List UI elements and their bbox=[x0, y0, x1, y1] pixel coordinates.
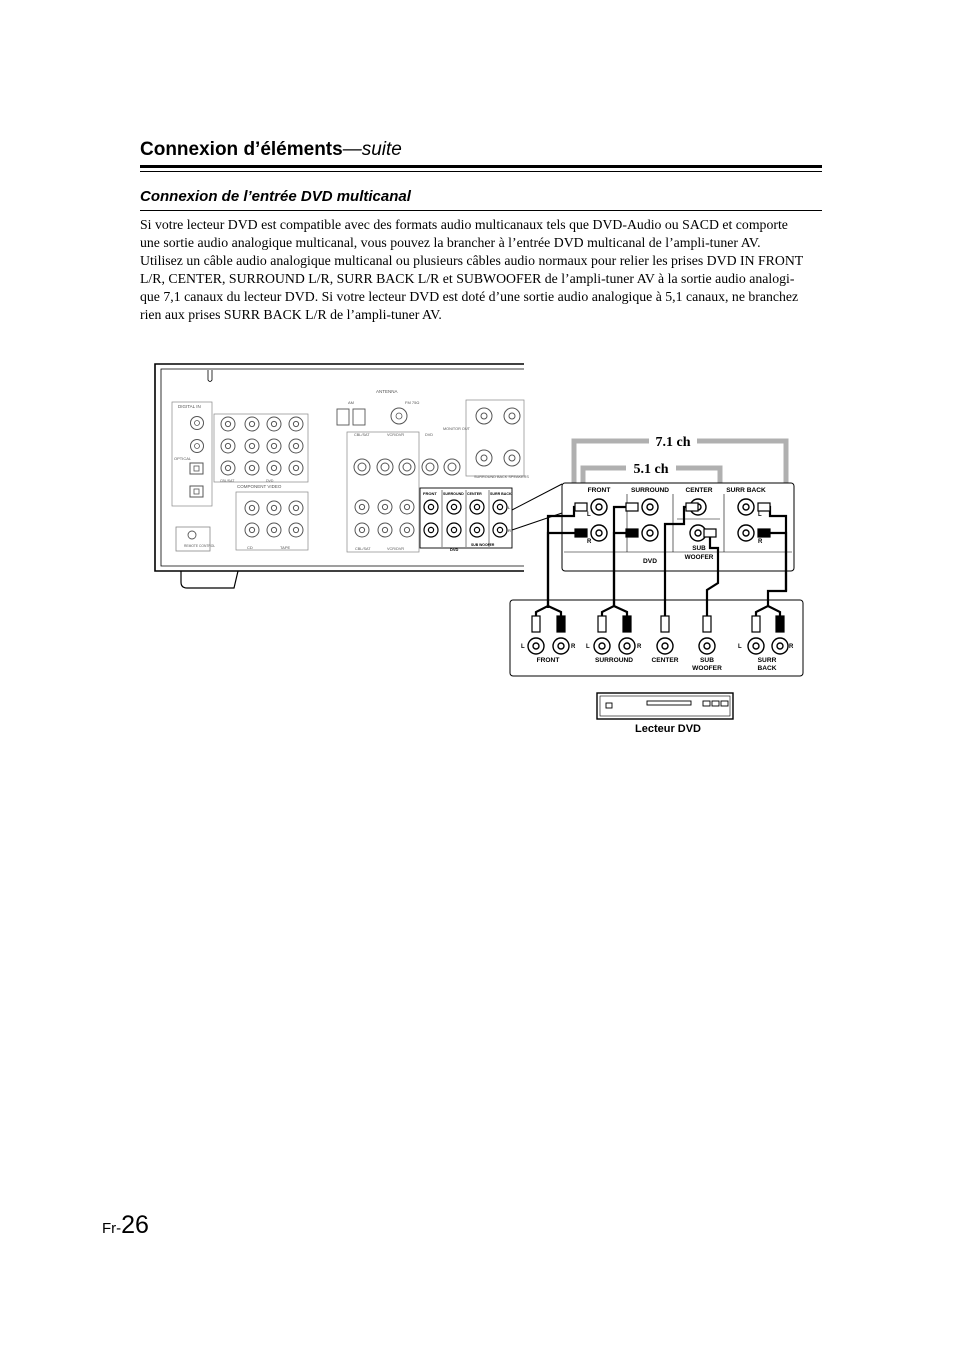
vcr-dvr-label: VCR/DVR bbox=[387, 433, 405, 437]
co-sb-l: L bbox=[758, 512, 762, 518]
body-line: rien aux prises SURR BACK L/R de l’ampli-tuner AV. bbox=[140, 307, 442, 322]
dvd-in-label: DVD bbox=[266, 479, 274, 483]
rx-center-label: CENTER bbox=[467, 492, 482, 496]
pl-front-label: FRONT bbox=[536, 657, 560, 664]
zoom-line-top bbox=[512, 484, 562, 510]
optical-label: OPTICAL bbox=[174, 456, 192, 461]
body-line: que 7,1 canaux du lecteur DVD. Si votre lecteur DVD est doté d’une sortie audio analogique à 5,1 canaux, ne branchez bbox=[140, 289, 799, 304]
surround-back-speakers-label: SURROUND BACK SPEAKERS bbox=[474, 475, 529, 479]
component-video-label: COMPONENT VIDEO bbox=[237, 484, 282, 489]
rx-sub-woofer-label: SUB WOOFER bbox=[471, 543, 495, 547]
am-label: AM bbox=[348, 400, 354, 405]
page-number-value: 26 bbox=[121, 1211, 149, 1239]
antenna-label: ANTENNA bbox=[376, 389, 398, 394]
rx-l-label: L bbox=[508, 505, 511, 510]
co-surround-label: SURROUND bbox=[630, 487, 670, 494]
cbl-sat-in-label: CBL/SAT bbox=[220, 479, 235, 483]
pl-back-label: BACK bbox=[757, 665, 777, 672]
dvd-player-label: Lecteur DVD bbox=[634, 723, 702, 735]
cd-label: CD bbox=[247, 545, 253, 550]
rx-surround-label: SURROUND bbox=[443, 492, 464, 496]
page-number bbox=[102, 1211, 149, 1240]
pl-sub-label: SUB bbox=[700, 657, 714, 664]
receiver-rear-panel bbox=[155, 364, 529, 588]
pl-front-l: L bbox=[521, 644, 525, 650]
pl-front-r: R bbox=[571, 644, 576, 650]
rx-dvd-label: DVD bbox=[450, 547, 459, 552]
label-7-1-ch: 7.1 ch bbox=[655, 435, 691, 450]
page-number-prefix: Fr- bbox=[102, 1220, 122, 1237]
header-suffix: —suite bbox=[342, 139, 402, 160]
fm-label: FM 75Ω bbox=[405, 400, 420, 405]
co-sub-label: SUB bbox=[692, 545, 706, 552]
pl-sb-l: L bbox=[738, 644, 742, 650]
dvd-player-icon bbox=[597, 693, 733, 719]
section-title: Connexion de l’entrée DVD multicanal bbox=[140, 188, 411, 205]
rx-surr-back-label: SURR BACK bbox=[490, 492, 512, 496]
label-5-1-ch: 5.1 ch bbox=[633, 462, 669, 477]
remote-control-label: REMOTE CONTROL bbox=[184, 544, 216, 548]
pl-surround-l: L bbox=[586, 644, 590, 650]
monitor-out-label: MONITOR OUT bbox=[443, 427, 470, 431]
vcr-dvr-audio-label: VCR/DVR bbox=[387, 547, 405, 551]
body-line: Utilisez un câble audio analogique multicanal ou plusieurs câbles audio normaux pour relier les prises DVD IN FRONT bbox=[140, 253, 804, 268]
pl-sb-r: R bbox=[789, 644, 794, 650]
co-dvd-label: DVD bbox=[643, 558, 657, 565]
co-front-label: FRONT bbox=[587, 487, 611, 494]
cbl-sat-audio-label: CBL/SAT bbox=[355, 547, 371, 551]
co-woofer-label: WOOFER bbox=[684, 554, 714, 561]
rx-front-label: FRONT bbox=[423, 491, 437, 496]
body-line: Si votre lecteur DVD est compatible avec des formats audio multicanaux tels que DVD-Audio ou SACD et comporte bbox=[140, 217, 788, 232]
header-title-text: Connexion d’éléments bbox=[140, 139, 343, 160]
dvd-video-label: DVD bbox=[425, 433, 434, 437]
pl-surround-label: SURROUND bbox=[594, 657, 634, 664]
co-surr-back-label: SURR BACK bbox=[726, 487, 766, 494]
rx-r-label: R bbox=[508, 528, 511, 533]
pl-surround-r: R bbox=[637, 644, 642, 650]
cbl-sat-label: CBL/SAT bbox=[354, 433, 370, 437]
co-front-l: L bbox=[587, 512, 591, 518]
pl-woofer-label: WOOFER bbox=[692, 665, 722, 672]
co-center-label: CENTER bbox=[685, 487, 713, 494]
tape-label: TAPE bbox=[280, 545, 291, 550]
body-line: une sortie audio analogique multicanal, vous pouvez la brancher à l’entrée DVD multicanal de l’ampli-tuner AV. bbox=[140, 235, 761, 250]
pl-center-label: CENTER bbox=[651, 657, 679, 664]
co-front-r: R bbox=[587, 539, 592, 545]
co-sb-r: R bbox=[758, 539, 763, 545]
body-line: L/R, CENTER, SURROUND L/R, SURR BACK L/R et SUBWOOFER de l’ampli-tuner AV à la sortie audio analogi- bbox=[140, 271, 795, 286]
digital-in-label: DIGITAL IN bbox=[178, 404, 201, 409]
pl-surr-label: SURR bbox=[757, 657, 777, 664]
